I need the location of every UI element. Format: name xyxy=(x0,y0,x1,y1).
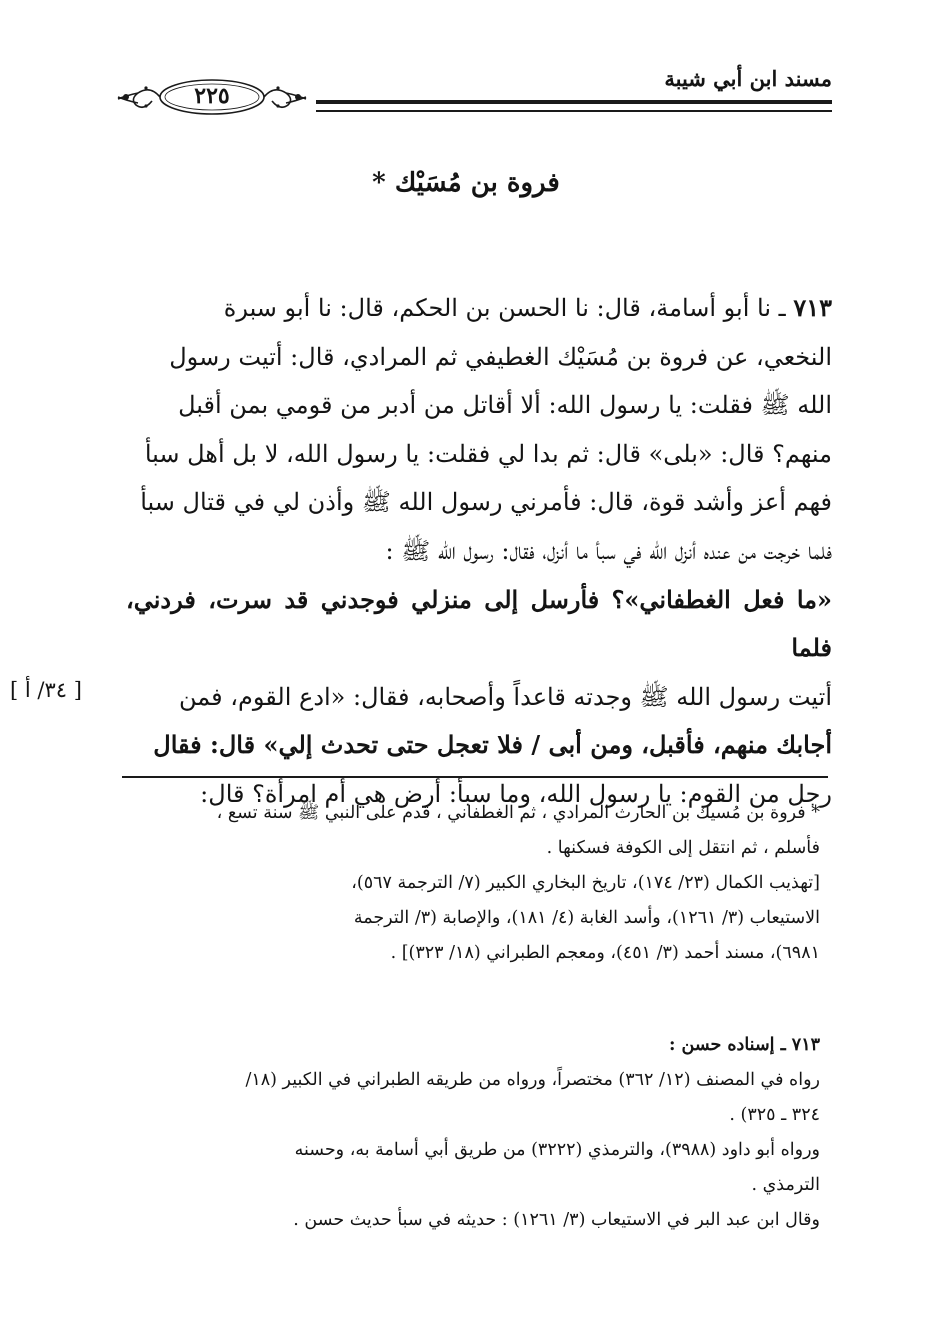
footnote-separator xyxy=(122,776,828,778)
hadith-line: «ما فعل الغطفاني»؟ فأرسل إلى منزلي فوجدني قد سرت، فردني، فلما xyxy=(126,584,832,663)
footnote-line: رواه في المصنف (١٢/ ٣٦٢) مختصراً، ورواه من طريقه الطبراني في الكبير (١٨/ xyxy=(245,1070,820,1090)
hadith-line: منهم؟ قال: «بلى» قال: ثم بدا لي فقلت: يا رسول الله، لا بل أهل سبأ xyxy=(144,439,832,468)
section-title xyxy=(0,168,932,198)
header-rule-thick xyxy=(316,100,832,104)
hadith-line xyxy=(126,284,832,333)
footnote-biography xyxy=(120,796,820,971)
footnote-line: * فروة بن مُسيك بن الحارث المرادي ، ثم الغطفاني ، قدم على النبي ﷺ سنة تسع ، xyxy=(216,803,820,823)
hadith-line: أجابك منهم، فأقبل، ومن أبى / فلا تعجل حتى تحدث إلي» قال: فقال xyxy=(153,730,832,760)
hadith-body xyxy=(126,284,832,819)
footnote-line: [تهذيب الكمال (٢٣/ ١٧٤)، تاريخ البخاري الكبير (٧/ الترجمة ٥٦٧)، xyxy=(351,873,820,893)
hadith-line: النخعي، عن فروة بن مُسَيْك الغطيفي ثم المرادي، قال: أتيت رسول xyxy=(169,342,832,371)
hadith-line: رجل من القوم: يا رسول الله، وما سبأ: أرض هي أم امرأة؟ قال: xyxy=(200,779,832,808)
footnote-line: الترمذي . xyxy=(751,1175,820,1195)
footnote-line: ورواه أبو داود (٣٩٨٨)، والترمذي (٣٢٢٢) من طريق أبي أسامة به، وحسنه xyxy=(294,1140,820,1160)
hadith-line: فهم أعز وأشد قوة، قال: فأمرني رسول الله ﷺ وأذن لي في قتال سبأ xyxy=(140,488,832,517)
footnote-marker: * xyxy=(372,168,386,198)
footnote-line: الاستيعاب (٣/ ١٢٦١)، وأسد الغابة (٤/ ١٨١)، والإصابة (٣/ الترجمة xyxy=(353,908,820,928)
footnote-heading: ٧١٣ ـ إسناده حسن : xyxy=(668,1035,820,1055)
footnote-line: ٦٩٨١)، مسند أحمد (٣/ ٤٥١)، ومعجم الطبراني (١٨/ ٣٢٣)] . xyxy=(390,943,820,963)
running-header-title: مسند ابن أبي شيبة xyxy=(664,66,832,91)
footnote-line: وقال ابن عبد البر في الاستيعاب (٣/ ١٢٦١) : حديثه في سبأ حديث حسن . xyxy=(293,1210,820,1230)
section-title-text: فروة بن مُسَيْك xyxy=(394,168,560,198)
hadith-line: فلما خرجت من عنده أنزل الله في سبأ ما أنزل، فقال: رسول الله ﷺ : xyxy=(385,536,832,565)
footnote-hadith-takhrij xyxy=(120,1028,820,1238)
hadith-line: أتيت رسول الله ﷺ وجدته قاعداً وأصحابه، فقال: «ادع القوم، فمن xyxy=(179,682,832,711)
manuscript-folio-ref: [ ٣٤/ أ ] xyxy=(10,678,82,702)
page-number: ٢٢٥ xyxy=(194,83,230,109)
hadith-line: الله ﷺ فقلت: يا رسول الله: ألا أقاتل من أدبر من قومي بمن أقبل xyxy=(178,391,832,420)
footnote-line: فأسلم ، ثم انتقل إلى الكوفة فسكنها . xyxy=(546,838,820,858)
hadith-line-text: ـ نا أبو أسامة، قال: نا الحسن بن الحكم، قال: نا أبو سبرة xyxy=(223,294,786,322)
footnote-line: ٣٢٤ ـ ٣٢٥) . xyxy=(729,1105,820,1125)
header-rule-thin xyxy=(316,110,832,112)
hadith-number: ٧١٣ xyxy=(793,293,832,322)
